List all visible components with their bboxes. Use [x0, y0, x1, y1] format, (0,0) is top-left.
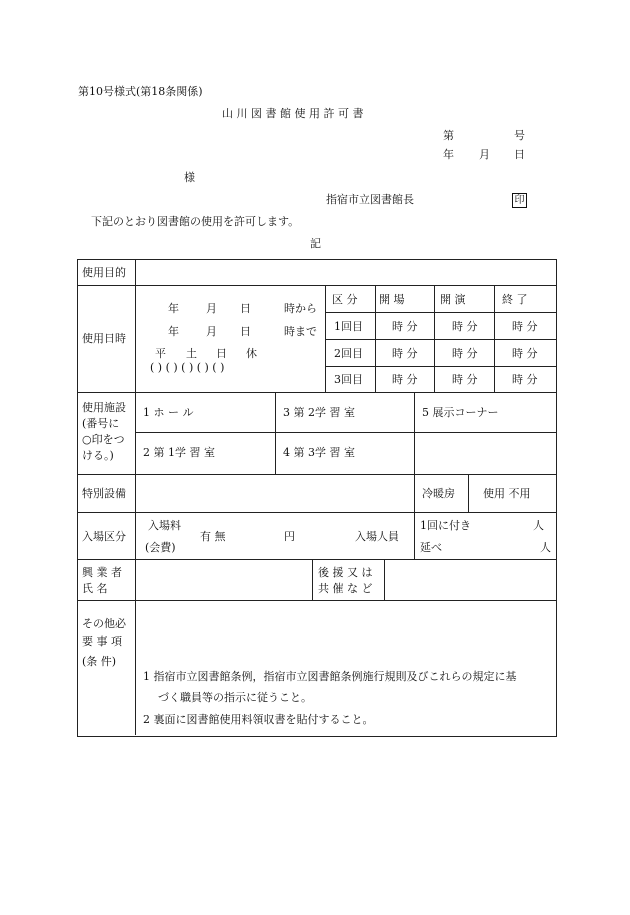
facility-exhibit-corner[interactable]: 5 展示コーナー — [422, 406, 499, 419]
session-1-end[interactable]: 時 分 — [512, 320, 538, 333]
time-header-doors-open: 開 場 — [379, 293, 405, 306]
session-3-label: 3回目 — [334, 373, 363, 386]
number-suffix: 号 — [514, 129, 525, 142]
other-label-line3: (条 件) — [82, 655, 117, 668]
fee-unit: 円 — [284, 530, 295, 543]
condition-1: 1 指宿市立図書館条例，指宿市立図書館条例施行規則及びこれらの規定に基 — [143, 670, 517, 683]
start-day: 日 — [240, 302, 251, 315]
fee-yes-no[interactable]: 有 無 — [200, 530, 226, 543]
attendees-label: 入場人員 — [355, 530, 399, 543]
start-time: 時から — [284, 302, 317, 315]
number-prefix: 第 — [443, 129, 454, 142]
fee-sub: (会費) — [145, 541, 176, 554]
per-session-label: 1回に付き — [420, 519, 471, 532]
session-2-start[interactable]: 時 分 — [452, 347, 478, 360]
session-1-open[interactable]: 時 分 — [392, 320, 418, 333]
equipment-label: 特別設備 — [82, 487, 126, 500]
session-3-start[interactable]: 時 分 — [452, 373, 478, 386]
session-3-end[interactable]: 時 分 — [512, 373, 538, 386]
fee-label: 入場料 — [148, 519, 181, 532]
end-time: 時まで — [284, 325, 317, 338]
purpose-label: 使用目的 — [82, 266, 126, 279]
time-header-start: 開 演 — [440, 293, 466, 306]
hvac-label: 冷暖房 — [422, 487, 455, 500]
ki-mark: 記 — [310, 237, 321, 250]
facility-study-room-3[interactable]: 4 第 3学 習 室 — [283, 446, 355, 459]
day-type-saturday: 土 — [186, 347, 197, 360]
end-day: 日 — [240, 325, 251, 338]
purpose-field[interactable] — [137, 261, 554, 284]
date-day: 日 — [514, 148, 525, 161]
day-type-sunday: 日 — [216, 347, 227, 360]
session-3-open[interactable]: 時 分 — [392, 373, 418, 386]
session-2-end[interactable]: 時 分 — [512, 347, 538, 360]
intro-text: 下記のとおり図書館の使用を許可します。 — [91, 215, 300, 228]
addressee-suffix: 様 — [184, 171, 195, 184]
facility-study-room-2[interactable]: 3 第 2学 習 室 — [283, 406, 355, 419]
hvac-options[interactable]: 使用 不用 — [483, 487, 531, 500]
day-type-checkboxes[interactable]: ( ) ( ) ( ) ( ) ( ) — [150, 361, 225, 374]
date-label: 使用日時 — [82, 332, 126, 345]
session-2-open[interactable]: 時 分 — [392, 347, 418, 360]
facility-label-line4: ける。) — [82, 449, 114, 462]
day-type-weekday: 平 — [155, 347, 166, 360]
issuer: 指宿市立図書館長 — [326, 193, 414, 206]
total-unit: 人 — [540, 541, 551, 554]
facility-label-line1: 使用施設 — [82, 401, 126, 414]
facility-study-room-1[interactable]: 2 第 1学 習 室 — [143, 446, 215, 459]
facility-label-line2: (番号に — [82, 417, 120, 430]
other-label-line1: その他必 — [82, 617, 126, 630]
per-session-unit: 人 — [533, 519, 544, 532]
condition-1-cont: づく職員等の指示に従うこと。 — [158, 691, 312, 704]
end-month: 月 — [206, 325, 217, 338]
day-type-holiday: 休 — [246, 347, 257, 360]
seal-mark: 印 — [512, 193, 527, 208]
date-year: 年 — [443, 148, 454, 161]
facility-label-line3: ○印をつ — [82, 433, 125, 446]
organizer-label-line2: 氏 名 — [82, 582, 108, 595]
sponsor-label-line1: 後 援 又 は — [318, 566, 373, 579]
other-label-line2: 要 事 項 — [82, 635, 122, 648]
organizer-field[interactable] — [137, 561, 310, 599]
start-month: 月 — [206, 302, 217, 315]
session-1-label: 1回目 — [334, 320, 363, 333]
session-2-label: 2回目 — [334, 347, 363, 360]
total-label: 延べ — [420, 541, 442, 554]
session-1-start[interactable]: 時 分 — [452, 320, 478, 333]
form-number: 第10号様式(第18条関係) — [78, 85, 203, 98]
facility-hall[interactable]: 1 ホ ー ル — [143, 406, 194, 419]
time-header-end: 終 了 — [502, 293, 528, 306]
start-year: 年 — [168, 302, 179, 315]
organizer-label-line1: 興 業 者 — [82, 566, 122, 579]
date-month: 月 — [479, 148, 490, 161]
condition-2: 2 裏面に図書館使用料領収書を貼付すること。 — [143, 713, 374, 726]
admission-label: 入場区分 — [82, 530, 126, 543]
sponsor-label-line2: 共 催 な ど — [318, 582, 373, 595]
end-year: 年 — [168, 325, 179, 338]
sponsor-field[interactable] — [386, 561, 554, 599]
time-header-division: 区 分 — [332, 293, 358, 306]
document-title: 山 川 図 書 館 使 用 許 可 書 — [222, 107, 364, 120]
